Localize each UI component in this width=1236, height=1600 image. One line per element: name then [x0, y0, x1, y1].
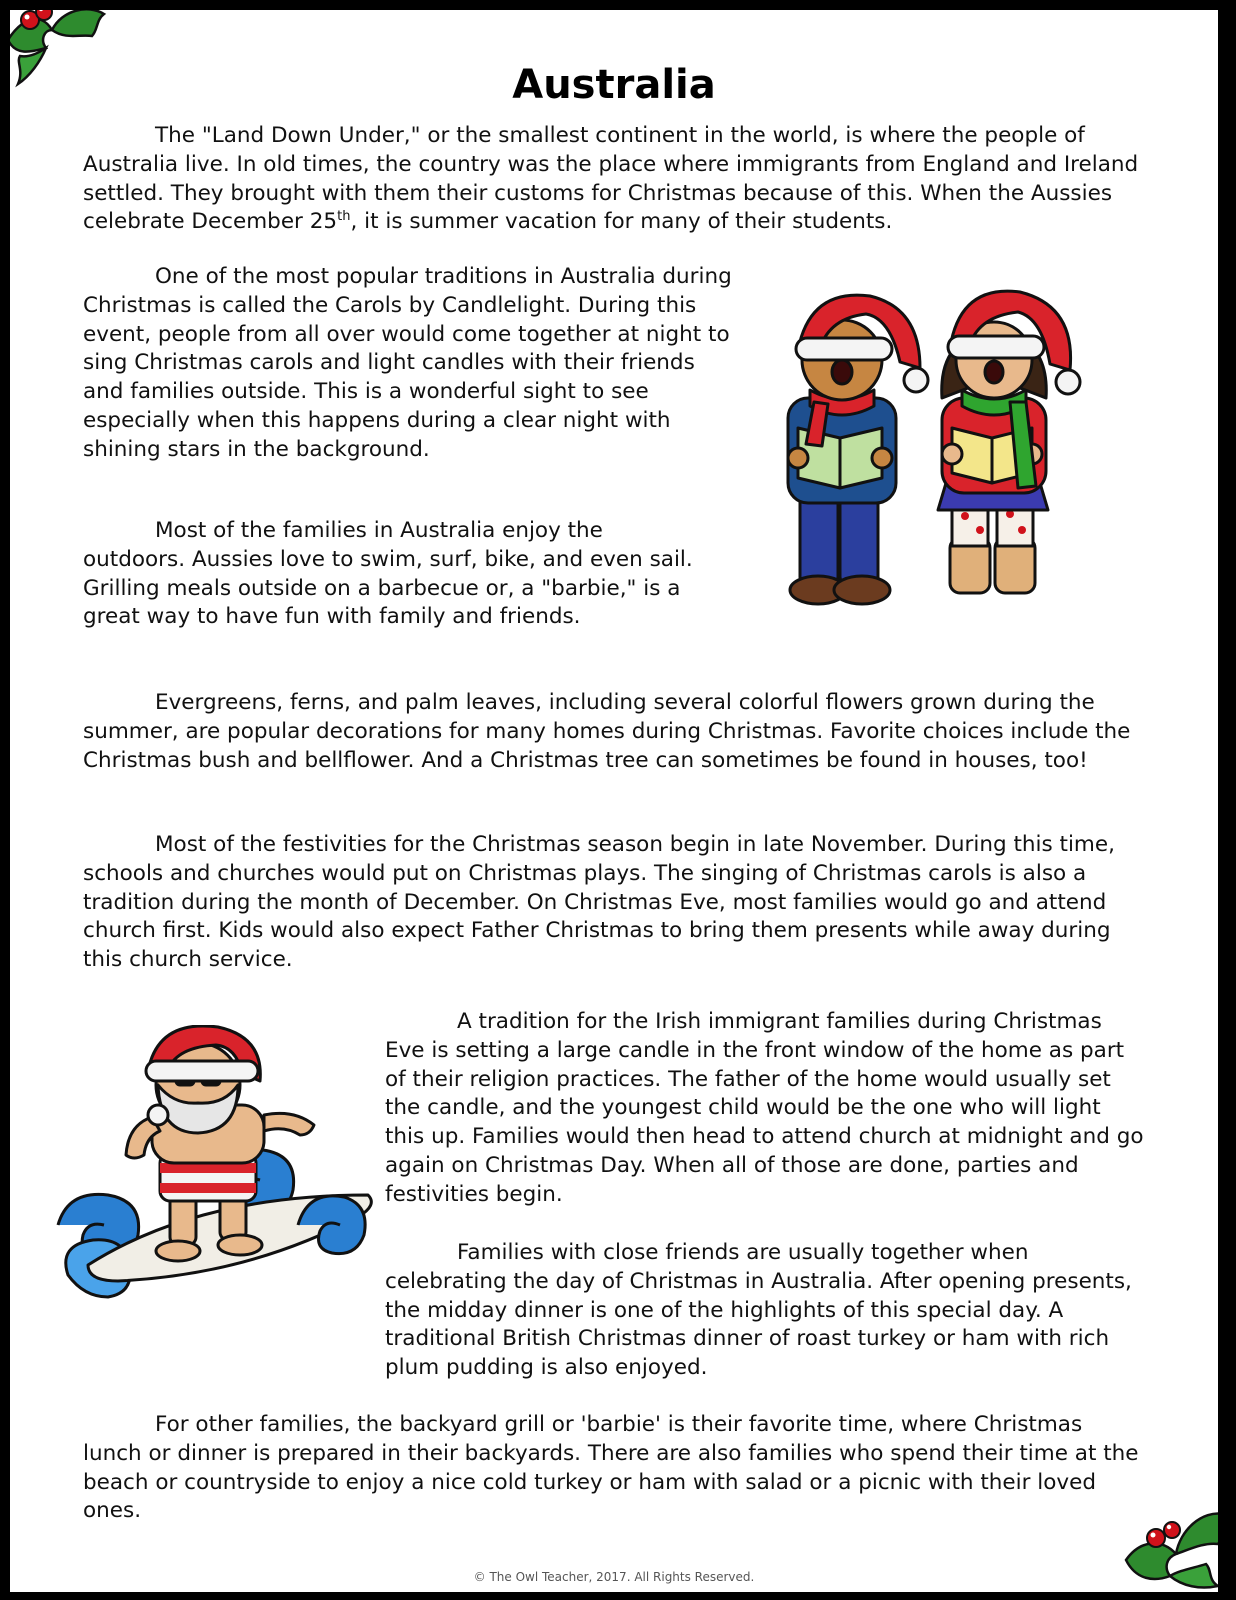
carolers-illustration	[770, 278, 1110, 623]
paragraph-decorations: Evergreens, ferns, and palm leaves, including several colorful flowers grown during the summer, are popular decorations for many homes during Christmas. Favorite choices include the Christmas bush and bellflower. And a Christmas tree can sometimes be found in houses, too!	[83, 690, 1131, 773]
worksheet-page	[10, 10, 1218, 1592]
paragraph-carols: One of the most popular traditions in Australia during Christmas is called the Carols by Candlelight. During this event, people from all over would come together at night to sing Christmas carols and light candles with their friends and families outside. This is a wonderful sight to see especially when this happens during a clear night with shining stars in the background.	[83, 264, 732, 462]
paragraph-outdoors: Most of the families in Australia enjoy the outdoors. Aussies love to swim, surf, bike, and even sail. Grilling meals outside on a barbecue or, a "barbie," is a great way to have fun with family and friends.	[83, 518, 693, 630]
copyright-footer: © The Owl Teacher, 2017. All Rights Reserved.	[473, 1570, 755, 1584]
page-title: Australia	[512, 62, 716, 108]
paragraph-irish-tradition: A tradition for the Irish immigrant families during Christmas Eve is setting a large candle in the front window of the home as part of their religion practices. The father of the home would usually set the candle, and the youngest child would be the one who will light this up. Families would then head to attend church at midnight and go again on Christmas Day. When all of those are done, parties and festivities begin.	[385, 1009, 1144, 1207]
paragraph-festivities: Most of the festivities for the Christmas season begin in late November. During this time, schools and churches would put on Christmas plays. The singing of Christmas carols is also a tradition during the month of December. On Christmas Eve, most families would go and attend church first. Kids would also expect Father Christmas to bring them presents while away during this church service.	[83, 832, 1115, 973]
paragraph-intro: The "Land Down Under," or the smallest continent in the world, is where the people of Australia live. In old times, the country was the place where immigrants from England and Ireland settled. They brought with them their customs for Christmas because of this. When the Aussies celebrate December 25th, it is summer vacation for many of their students.	[83, 123, 1139, 235]
paragraph-barbie: For other families, the backyard grill or 'barbie' is their favorite time, where Christmas lunch or dinner is prepared in their backyards. There are also families who spend their time at the beach or countryside to enjoy a nice cold turkey or ham with salad or a picnic with their loved ones.	[83, 1412, 1139, 1524]
surfing-santa-illustration	[48, 1025, 378, 1300]
paragraph-christmas-day: Families with close friends are usually together when celebrating the day of Christmas in Australia. After opening presents, the midday dinner is one of the highlights of this special day. A traditional British Christmas dinner of roast turkey or ham with rich plum pudding is also enjoyed.	[385, 1240, 1132, 1381]
